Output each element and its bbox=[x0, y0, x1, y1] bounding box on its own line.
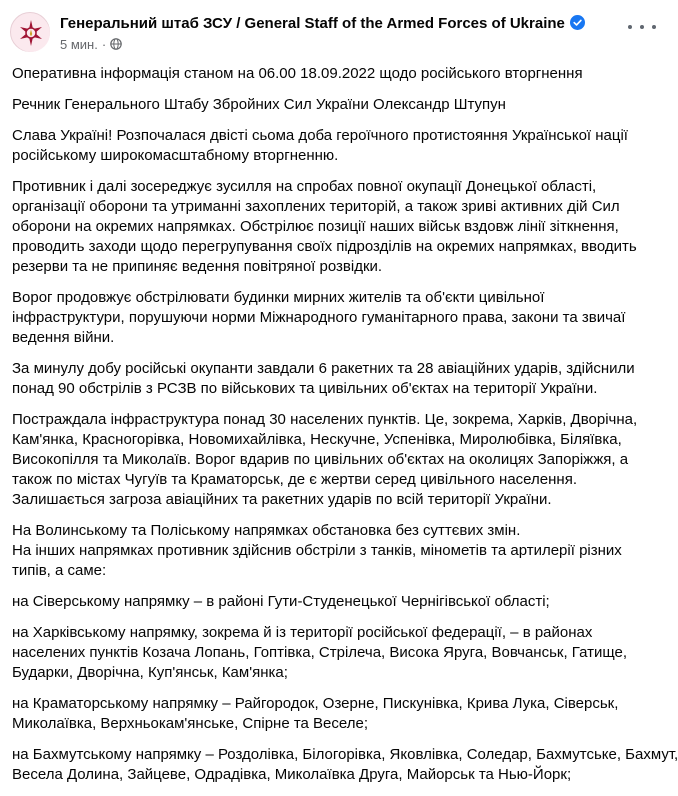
verified-badge-icon bbox=[570, 15, 585, 30]
paragraph-line: оборони на окремих напрямках. Обстрілює позиції наших військ вздовж лінії зіткнення, bbox=[12, 218, 619, 235]
post-meta bbox=[60, 37, 122, 52]
paragraph-line: на Харківському напрямку, зокрема й із території російської федерації, – в районах bbox=[12, 624, 593, 641]
paragraph-line: понад 90 обстрілів з РСЗВ по військових та цивільних об'єктах на території України. bbox=[12, 380, 598, 397]
paragraph-line: інфраструктури, порушуючи норми Міжнародного гуманітарного права, закони та звичаї bbox=[12, 309, 626, 326]
post-paragraph bbox=[12, 521, 672, 581]
paragraph-line: на Сіверському напрямку – в районі Гути-Студенецької Чернігівської області; bbox=[12, 593, 550, 610]
paragraph-line: Весела Долина, Зайцеве, Одрадівка, Миколаївка Друга, Майорськ та Нью-Йорк; bbox=[12, 766, 572, 783]
post-header bbox=[0, 0, 677, 60]
paragraph-line: типів, а саме: bbox=[12, 562, 107, 579]
paragraph-line: Постраждала інфраструктура понад 30 населених пунктів. Це, зокрема, Харків, Дворічна, bbox=[12, 411, 638, 428]
meta-separator: · bbox=[101, 37, 107, 52]
paragraph-line: Речник Генерального Штабу Збройних Сил України Олександр Штупун bbox=[12, 96, 506, 113]
paragraph-line: Слава Україні! Розпочалася двісті сьома доба героїчного протистояння Української нації bbox=[12, 127, 628, 144]
post-paragraph bbox=[12, 745, 678, 785]
paragraph-line: На інших напрямках противник здійснив обстріли з танків, мінометів та артилерії різних bbox=[12, 542, 622, 559]
paragraph-line: російському широкомасштабному вторгненню. bbox=[12, 147, 339, 164]
paragraph-line: резерви та не припиняє ведення повітряної розвідки. bbox=[12, 258, 383, 275]
page-avatar[interactable] bbox=[10, 12, 50, 52]
post-paragraph bbox=[12, 623, 672, 683]
post-paragraph bbox=[12, 177, 672, 277]
paragraph-line: Миколаївка, Верхньокам'янське, Спірне та Веселе; bbox=[12, 715, 369, 732]
more-options-icon bbox=[628, 25, 632, 29]
paragraph-line: на Бахмутському напрямку – Роздолівка, Білогорівка, Яковлівка, Соледар, Бахмутське, Бахмут, bbox=[12, 746, 678, 763]
paragraph-line: Оперативна інформація станом на 06.00 18.09.2022 щодо російського вторгнення bbox=[12, 65, 583, 82]
more-options-button[interactable] bbox=[628, 20, 656, 34]
post-paragraph bbox=[12, 359, 672, 399]
more-options-icon bbox=[640, 25, 644, 29]
post-text bbox=[12, 64, 678, 796]
paragraph-line: на Краматорському напрямку – Райгородок, Озерне, Пискунівка, Крива Лука, Сіверськ, bbox=[12, 695, 619, 712]
post-timestamp[interactable]: 5 мин. bbox=[60, 37, 98, 52]
paragraph-line: організації оборони та утриманні захоплених територій, а також зриві активних дій Сил bbox=[12, 198, 620, 215]
paragraph-line: Ворог продовжує обстрілювати будинки мирних жителів та об'єкти цивільної bbox=[12, 289, 545, 306]
paragraph-line: Противник і далі зосереджує зусилля на спробах повної окупації Донецької області, bbox=[12, 178, 597, 195]
post-paragraph bbox=[12, 694, 672, 734]
paragraph-line: Кам'янка, Красногорівка, Новомихайлівка, Нескучне, Успенівка, Миролюбівка, Біляївка, bbox=[12, 431, 622, 448]
page-name[interactable]: Генеральний штаб ЗСУ / General Staff of the Armed Forces of Ukraine bbox=[60, 15, 565, 32]
paragraph-line: населених пунктів Козача Лопань, Гоптівка, Стрілеча, Висока Яруга, Вовчанськ, Гатище, bbox=[12, 644, 628, 661]
page-name-link[interactable] bbox=[60, 15, 585, 32]
post-paragraph bbox=[12, 64, 672, 84]
post-paragraph bbox=[12, 95, 672, 115]
paragraph-line: Залишається загроза авіаційних та ракетних ударів по всій території України. bbox=[12, 491, 552, 508]
post-paragraph bbox=[12, 410, 672, 510]
post-paragraph bbox=[12, 288, 672, 348]
paragraph-line: ведення війни. bbox=[12, 329, 115, 346]
post-paragraph bbox=[12, 592, 672, 612]
paragraph-line: За минулу добу російські окупанти завдали 6 ракетних та 28 авіаційних ударів, здійснили bbox=[12, 360, 635, 377]
paragraph-line: Бударки, Дворічна, Куп'янськ, Кам'янка; bbox=[12, 664, 288, 681]
emblem-icon bbox=[11, 13, 51, 53]
paragraph-line: також по містах Чугуїв та Краматорськ, де є жертви серед цивільного населення. bbox=[12, 471, 577, 488]
post-paragraph bbox=[12, 126, 672, 166]
paragraph-line: На Волинському та Поліському напрямках обстановка без суттєвих змін. bbox=[12, 522, 521, 539]
paragraph-line: Високопілля та Миколаїв. Ворог вдарив по цивільних об'єктах на околицях Запоріжжя, а bbox=[12, 451, 629, 468]
globe-icon[interactable] bbox=[110, 38, 122, 50]
more-options-icon bbox=[652, 25, 656, 29]
paragraph-line: проводить заходи щодо перегрупування своїх підрозділів на окремих напрямках, вводить bbox=[12, 238, 637, 255]
